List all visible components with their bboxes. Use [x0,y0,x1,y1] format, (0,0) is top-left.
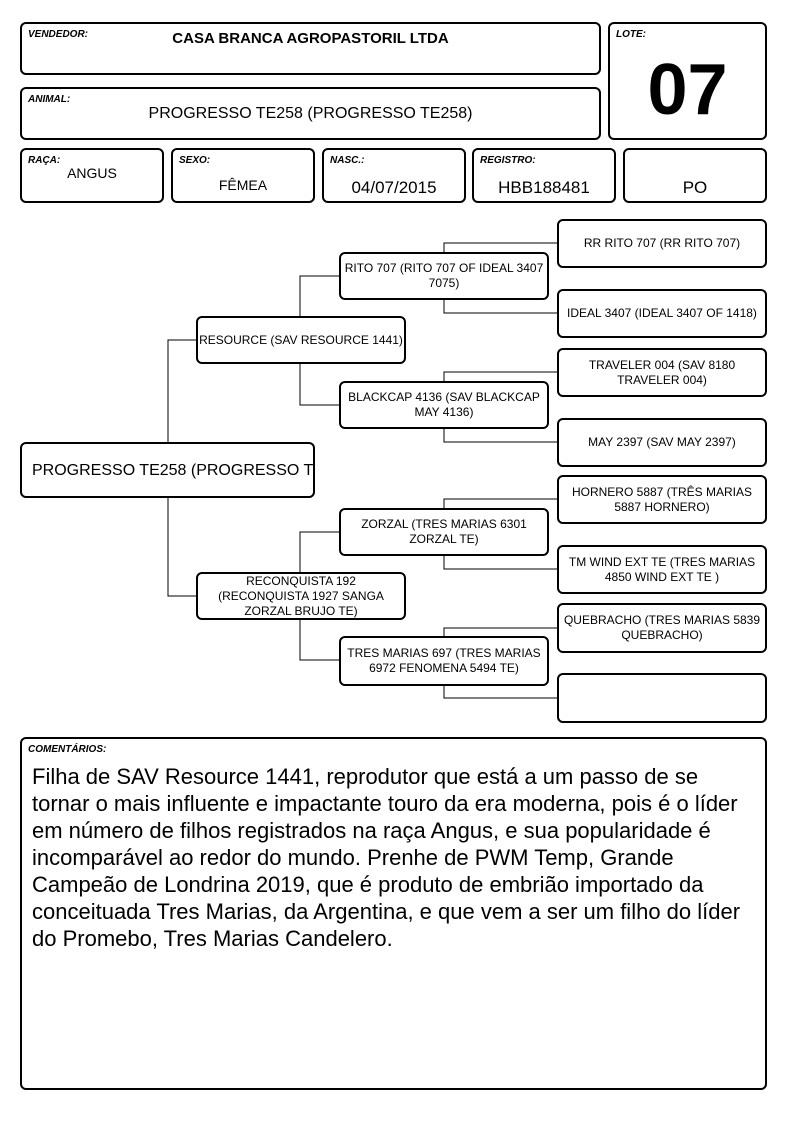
registro-value: HBB188481 [498,178,590,197]
pedigree-animal: PROGRESSO TE258 (PROGRESSO T [20,442,315,498]
comments-box [20,737,767,1090]
pedigree-sire-dam: BLACKCAP 4136 (SAV BLACKCAP MAY 4136) [339,381,549,429]
pedigree-gg-2: IDEAL 3407 (IDEAL 3407 OF 1418) [557,289,767,338]
sexo-value: FÊMEA [218,177,268,193]
pedigree-sire-sire: RITO 707 (RITO 707 OF IDEAL 3407 7075) [339,252,549,300]
categoria-value: PO [682,178,708,197]
comments-text: Filha de SAV Resource 1441, reprodutor que está a um passo de se tornar o mais influente e impactante touro da era moderna, pois é o líder em número de filhos registrados na raça Angus, e sua popularidade é incomparável ao redor do mundo. Prenhe de PWM Temp, Grande Campeão de Londrina 2019, que é produto de embrião importado da conceituada Tres Marias, da Argentina, e que vem a ser um filho do líder do Promebo, Tres Marias Candelero. [32,764,741,951]
nasc-value: 04/07/2015 [351,178,437,197]
registro-label: REGISTRO: [480,155,536,166]
pedigree-gg-8 [557,673,767,723]
pedigree-sire: RESOURCE (SAV RESOURCE 1441) [196,316,406,364]
comments-label: COMENTÁRIOS: [28,744,107,755]
pedigree-gg-1: RR RITO 707 (RR RITO 707) [557,219,767,268]
animal-value: PROGRESSO TE258 (PROGRESSO TE258) [148,105,473,122]
lote-number: 07 [647,50,728,130]
pedigree-dam: RECONQUISTA 192 (RECONQUISTA 1927 SANGA ZORZAL BRUJO TE) [196,572,406,620]
lote-label: LOTE: [616,29,646,40]
raca-value: ANGUS [67,165,117,181]
pedigree-gg-3: TRAVELER 004 (SAV 8180 TRAVELER 004) [557,348,767,397]
nasc-label: NASC.: [330,155,365,166]
vendedor-value: CASA BRANCA AGROPASTORIL LTDA [172,30,449,47]
pedigree-gg-4: MAY 2397 (SAV MAY 2397) [557,418,767,467]
vendedor-label: VENDEDOR: [28,29,89,40]
animal-label: ANIMAL: [28,94,71,105]
sexo-label: SEXO: [179,155,211,166]
raca-label: RAÇA: [28,155,61,166]
pedigree-dam-sire: ZORZAL (TRES MARIAS 6301 ZORZAL TE) [339,508,549,556]
pedigree-gg-5: HORNERO 5887 (TRÊS MARIAS 5887 HORNERO) [557,475,767,524]
pedigree-gg-7: QUEBRACHO (TRES MARIAS 5839 QUEBRACHO) [557,603,767,653]
pedigree-dam-dam: TRES MARIAS 697 (TRES MARIAS 6972 FENOMENA 5494 TE) [339,636,549,686]
pedigree-gg-6: TM WIND EXT TE (TRES MARIAS 4850 WIND EXT TE ) [557,545,767,594]
